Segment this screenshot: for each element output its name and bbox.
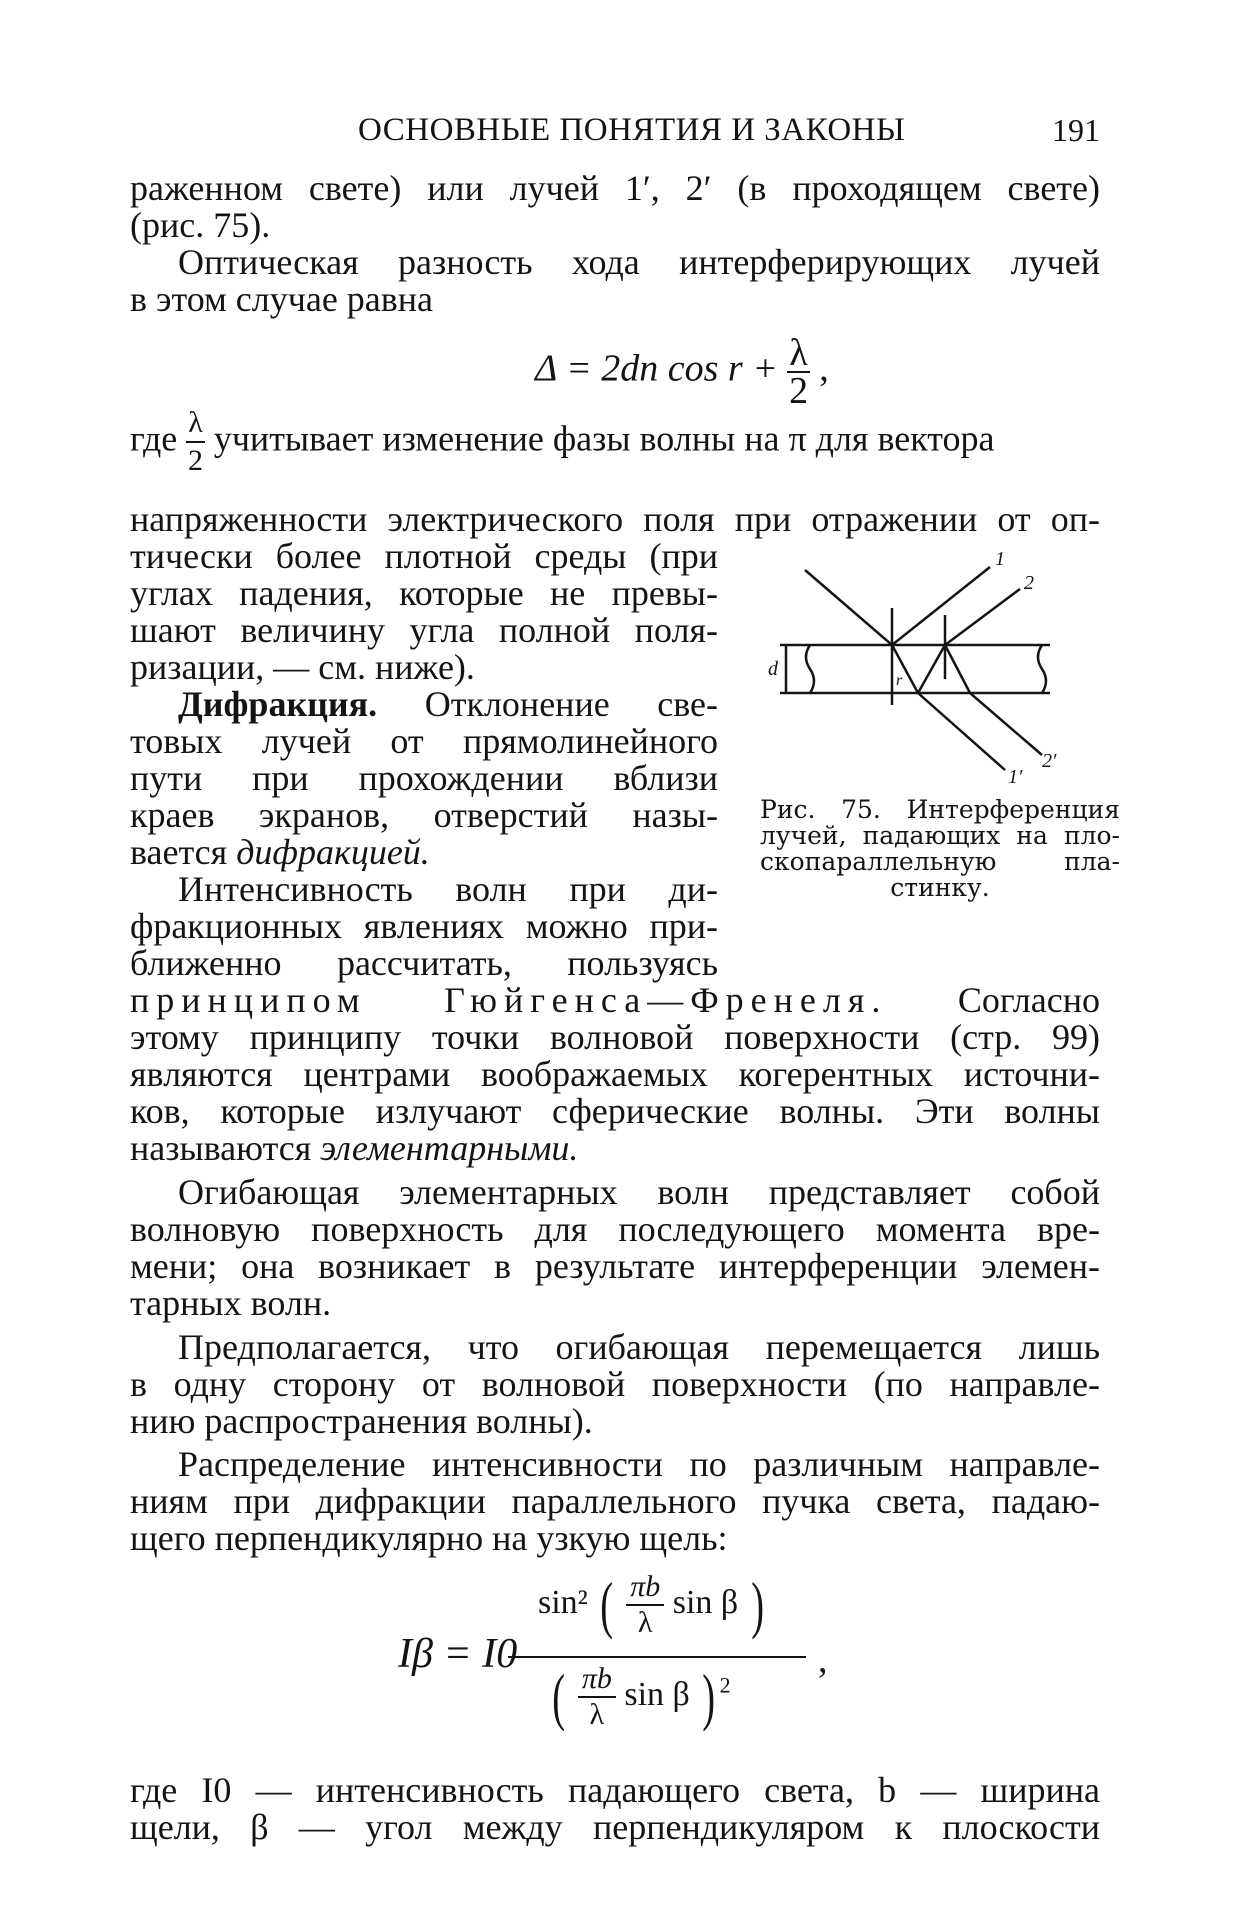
text-line: нию распространения волны).	[130, 1401, 593, 1441]
right-paren: )	[750, 1569, 764, 1640]
text-line: товых лучей от прямолинейного	[130, 721, 718, 761]
text-line: шают величину угла полной поля-	[130, 610, 718, 650]
text-line: ризации, — см. ниже).	[130, 647, 475, 687]
ray-label-2: 2	[1024, 572, 1034, 594]
thickness-label-d: d	[768, 658, 778, 680]
text-line: Интенсивность волн при ди-	[178, 869, 718, 909]
text-line: Огибающая элементарных волн представляет собой	[178, 1172, 1100, 1212]
plate-break-left	[806, 645, 814, 693]
term-elementary: элементарными.	[320, 1128, 579, 1168]
gde-prefix: где	[130, 418, 187, 459]
optical-path-formula	[535, 332, 829, 412]
text-line: ков, которые излучают сферические волны. Эти волны	[130, 1091, 1100, 1131]
fraction-denominator: λ	[589, 1698, 605, 1731]
figure-75-interference-diagram	[768, 545, 1080, 790]
text-line: краев экранов, отверстий назы-	[130, 795, 718, 835]
fraction-denominator: 2	[789, 370, 809, 412]
text-line: в одну сторону от волновой поверхности (по направле-	[130, 1364, 1100, 1404]
figure-caption	[760, 797, 1120, 901]
transmitted-ray-2	[970, 693, 1042, 755]
gde-text: учитывает изменение фазы волны на π для вектора	[213, 418, 995, 459]
text-line	[130, 832, 718, 872]
right-paren: )	[702, 1661, 716, 1732]
text-line: ближенно рассчитать, пользуясь	[130, 943, 718, 983]
formula-comma: ,	[818, 1639, 828, 1681]
huygens-fresnel-principle: принципом Гюйгенса—Френеля.	[130, 980, 888, 1020]
pi-b-over-lambda	[578, 1662, 616, 1732]
internal-ray-down	[945, 645, 970, 693]
caption-line: Рис. 75. Интерференция	[760, 795, 1120, 824]
text-line: тарных волн.	[130, 1283, 332, 1323]
reflected-ray-1	[892, 567, 990, 645]
fraction-bar	[508, 1656, 806, 1658]
text-span: Отклонение све-	[377, 684, 718, 724]
page-number: 191	[1052, 112, 1100, 148]
text-span: называются	[130, 1128, 321, 1168]
caption-line: скопараллельную пла-	[760, 847, 1120, 876]
text-line: Предполагается, что огибающая перемещается лишь	[178, 1327, 1100, 1367]
text-line	[130, 1128, 1100, 1168]
text-line: ниям при дифракции параллельного пучка света, падаю-	[130, 1481, 1100, 1521]
text-span: вается	[130, 832, 237, 872]
caption-line: стинку.	[890, 873, 990, 902]
text-line: где I0 — интенсивность падающего света, b — ширина	[130, 1770, 1100, 1810]
text-line: мени; она возникает в результате интерференции элемен-	[130, 1246, 1100, 1286]
fraction-numerator: πb	[578, 1662, 616, 1698]
power-2: 2	[719, 1672, 731, 1698]
internal-reflected-ray	[918, 645, 945, 693]
fraction-numerator: πb	[626, 1570, 664, 1606]
fraction-numerator: λ	[186, 405, 205, 443]
text-line: пути при прохождении вблизи	[130, 758, 718, 798]
text-line	[130, 684, 718, 724]
fraction-denominator	[548, 1660, 798, 1748]
formula-lhs: Iβ = I0	[398, 1631, 518, 1677]
text-line: щели, β — угол между перпендикуляром к плоскости	[130, 1807, 1100, 1847]
lambda-half-fraction	[787, 332, 809, 412]
text-span: Согласно	[887, 980, 1100, 1020]
text-line: (рис. 75).	[130, 205, 271, 245]
plate-break-right	[1038, 645, 1046, 693]
slit-intensity-formula	[398, 1568, 828, 1748]
text-line: в этом случае равна	[130, 279, 434, 319]
formula-lhs: Δ = 2dn cos r +	[535, 347, 788, 390]
ray-label-1-prime: 1′	[1008, 766, 1023, 788]
term-diffraction: дифракцией.	[236, 832, 430, 872]
text-line: фракционных явлениях можно при-	[130, 906, 718, 946]
left-paren: (	[600, 1569, 614, 1640]
text-line: являются центрами воображаемых когерентных источни-	[130, 1054, 1100, 1094]
text-line: напряженности электрического поля при отражении от оп-	[130, 499, 1100, 539]
transmitted-ray-1	[918, 693, 1005, 770]
ray-label-1: 1	[995, 548, 1005, 570]
fraction-denominator: 2	[188, 444, 204, 477]
text-line: этому принципу точки волновой поверхности (стр. 99)	[130, 1017, 1100, 1057]
running-title: ОСНОВНЫЕ ПОНЯТИЯ И ЗАКОНЫ	[358, 112, 906, 148]
text-line	[130, 980, 1100, 1020]
text-line: волновую поверхность для последующего момента вре-	[130, 1209, 1100, 1249]
sin-beta: sin β	[624, 1675, 690, 1713]
left-paren: (	[552, 1661, 566, 1732]
fraction-numerator	[538, 1568, 788, 1656]
text-line: Распределение интенсивности по различным направле-	[178, 1444, 1100, 1484]
text-line: щего перпендикулярно на узкую щель:	[130, 1518, 728, 1558]
lambda-half-fraction	[186, 405, 205, 479]
text-line	[130, 405, 1100, 479]
page-header	[130, 112, 1100, 152]
text-line: тически более плотной среды (при	[130, 536, 718, 576]
fraction-numerator: λ	[789, 332, 808, 374]
ray-label-2-prime: 2′	[1042, 750, 1057, 772]
section-heading-diffraction: Дифракция.	[178, 684, 378, 724]
text-line: углах падения, которые не превы-	[130, 573, 718, 613]
angle-label-r: r	[896, 672, 903, 689]
sin-beta: sin β	[672, 1583, 739, 1621]
incident-ray	[805, 570, 892, 645]
caption-line: лучей, падающих на пло-	[760, 821, 1120, 850]
text-line: Оптическая разность хода интерферирующих лучей	[178, 242, 1100, 282]
text-line: раженном свете) или лучей 1′, 2′ (в проходящем свете)	[130, 168, 1100, 208]
reflected-ray-2	[945, 589, 1020, 645]
formula-comma: ,	[819, 347, 829, 390]
fraction-denominator: λ	[637, 1606, 653, 1639]
sin-squared: sin²	[538, 1583, 588, 1621]
pi-b-over-lambda	[626, 1570, 664, 1640]
